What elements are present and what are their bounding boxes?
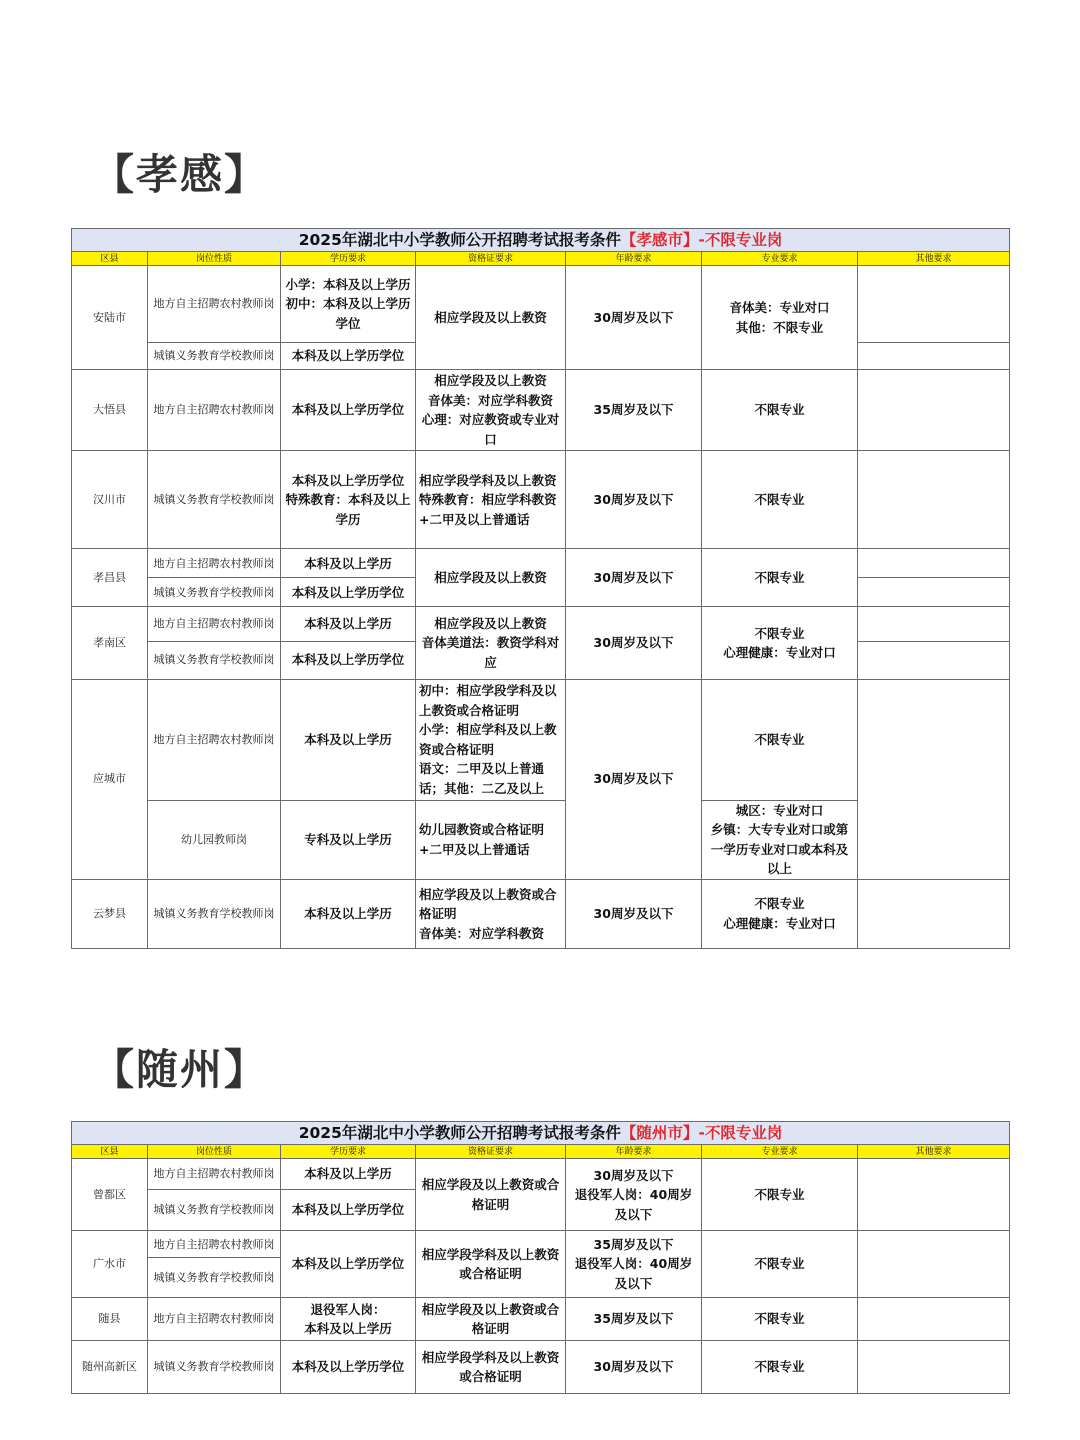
post-cell: 城镇义务教育学校教师岗 — [148, 1258, 281, 1297]
certificate-cell: 初中：相应学段学科及以上教资或合格证明 小学：相应学科及以上教资或合格证明 语文：二甲及以上普通话；其他：二乙及以上 — [416, 679, 566, 800]
major-cell: 不限专业 — [702, 451, 858, 549]
age-cell: 30周岁及以下 — [566, 266, 702, 370]
table-row — [72, 549, 1010, 578]
certificate-cell: 幼儿园教资或合格证明+二甲及以上普通话 — [416, 800, 566, 879]
certificate-cell: 相应学段及以上教资 音体美道法：教资学科对应 — [416, 607, 566, 679]
certificate-cell: 相应学段学科及以上教资或合格证明 — [416, 1341, 566, 1394]
other-cell — [858, 370, 1010, 451]
other-cell — [858, 679, 1010, 879]
major-cell: 城区：专业对口 乡镇：大专专业对口或第一学历专业对口或本科及以上 — [702, 800, 858, 879]
section-heading-xiaogan: 【孝感】 — [92, 150, 269, 199]
major-cell: 不限专业 — [702, 549, 858, 607]
district-cell: 汉川市 — [72, 451, 148, 549]
table-row — [72, 1231, 1010, 1258]
other-cell — [858, 343, 1010, 370]
age-cell: 30周岁及以下 — [566, 549, 702, 607]
certificate-cell: 相应学段及以上教资 音体美：对应学科教资 心理：对应教资或专业对口 — [416, 370, 566, 451]
district-cell: 随州高新区 — [72, 1341, 148, 1394]
age-cell: 30周岁及以下 — [566, 879, 702, 948]
district-cell: 应城市 — [72, 679, 148, 879]
age-cell: 30周岁及以下 — [566, 451, 702, 549]
other-cell — [858, 607, 1010, 641]
post-cell: 城镇义务教育学校教师岗 — [148, 451, 281, 549]
certificate-cell: 相应学段及以上教资或合格证明 音体美：对应学科教资 — [416, 879, 566, 948]
major-cell: 不限专业 — [702, 679, 858, 800]
table-row — [72, 451, 1010, 549]
age-cell: 35周岁及以下 — [566, 1297, 702, 1340]
education-cell: 本科及以上学历 — [281, 607, 416, 641]
post-cell: 幼儿园教师岗 — [148, 800, 281, 879]
post-cell: 地方自主招聘农村教师岗 — [148, 679, 281, 800]
table-row — [72, 1341, 1010, 1394]
education-cell: 本科及以上学历 — [281, 1159, 416, 1189]
certificate-cell: 相应学段及以上教资或合格证明 — [416, 1297, 566, 1340]
other-cell — [858, 1159, 1010, 1231]
other-cell — [858, 578, 1010, 607]
header-district: 区县 — [72, 252, 148, 266]
district-cell: 安陆市 — [72, 266, 148, 370]
post-cell: 城镇义务教育学校教师岗 — [148, 1189, 281, 1230]
header-district: 区县 — [72, 1145, 148, 1159]
header-education: 学历要求 — [281, 252, 416, 266]
district-cell: 大悟县 — [72, 370, 148, 451]
post-cell: 地方自主招聘农村教师岗 — [148, 607, 281, 641]
header-major: 专业要求 — [702, 252, 858, 266]
education-cell: 专科及以上学历 — [281, 800, 416, 879]
age-cell: 35周岁及以下 退役军人岗：40周岁及以下 — [566, 1231, 702, 1298]
major-cell: 不限专业 — [702, 1341, 858, 1394]
age-cell: 30周岁及以下 — [566, 607, 702, 679]
other-cell — [858, 641, 1010, 679]
major-cell: 不限专业 — [702, 370, 858, 451]
education-cell: 本科及以上学历学位 — [281, 1231, 416, 1298]
post-cell: 城镇义务教育学校教师岗 — [148, 343, 281, 370]
post-cell: 地方自主招聘农村教师岗 — [148, 1159, 281, 1189]
major-cell: 不限专业 心理健康：专业对口 — [702, 607, 858, 679]
requirements-table-xiaogan — [71, 228, 1010, 949]
header-certificate: 资格证要求 — [416, 1145, 566, 1159]
post-cell: 地方自主招聘农村教师岗 — [148, 266, 281, 343]
other-cell — [858, 1341, 1010, 1394]
post-cell: 地方自主招聘农村教师岗 — [148, 1297, 281, 1340]
other-cell — [858, 549, 1010, 578]
education-cell: 本科及以上学历学位 — [281, 343, 416, 370]
major-cell: 音体美：专业对口 其他：不限专业 — [702, 266, 858, 370]
header-other: 其他要求 — [858, 252, 1010, 266]
other-cell — [858, 1297, 1010, 1340]
header-age: 年龄要求 — [566, 1145, 702, 1159]
header-post-type: 岗位性质 — [148, 252, 281, 266]
title-text: 2025年湖北中小学教师公开招聘考试报考条件 — [298, 1124, 621, 1143]
education-cell: 本科及以上学历学位 — [281, 578, 416, 607]
major-cell: 不限专业 — [702, 1159, 858, 1231]
district-cell: 云梦县 — [72, 879, 148, 948]
title-text: 2025年湖北中小学教师公开招聘考试报考条件 — [298, 231, 621, 250]
other-cell — [858, 1231, 1010, 1298]
other-cell — [858, 451, 1010, 549]
district-cell: 孝南区 — [72, 607, 148, 679]
education-cell: 本科及以上学历 — [281, 549, 416, 578]
major-cell: 不限专业 — [702, 1231, 858, 1298]
certificate-cell: 相应学段学科及以上教资或合格证明 — [416, 1231, 566, 1298]
education-cell: 本科及以上学历学位 — [281, 641, 416, 679]
table-row — [72, 679, 1010, 800]
table-row — [72, 266, 1010, 343]
post-cell: 城镇义务教育学校教师岗 — [148, 879, 281, 948]
post-cell: 城镇义务教育学校教师岗 — [148, 1341, 281, 1394]
major-cell: 不限专业 心理健康：专业对口 — [702, 879, 858, 948]
age-cell: 30周岁及以下 — [566, 1341, 702, 1394]
certificate-cell: 相应学段及以上教资或合格证明 — [416, 1159, 566, 1231]
district-cell: 曾都区 — [72, 1159, 148, 1231]
table-row — [72, 1159, 1010, 1189]
post-cell: 城镇义务教育学校教师岗 — [148, 578, 281, 607]
certificate-cell: 相应学段及以上教资 — [416, 266, 566, 370]
age-cell: 30周岁及以下 — [566, 679, 702, 879]
education-cell: 本科及以上学历学位 — [281, 1341, 416, 1394]
table-row — [72, 879, 1010, 948]
post-cell: 地方自主招聘农村教师岗 — [148, 549, 281, 578]
header-other: 其他要求 — [858, 1145, 1010, 1159]
district-cell: 随县 — [72, 1297, 148, 1340]
header-age: 年龄要求 — [566, 252, 702, 266]
certificate-cell: 相应学段学科及以上教资 特殊教育：相应学科教资+二甲及以上普通话 — [416, 451, 566, 549]
table-title — [72, 229, 1010, 252]
other-cell — [858, 879, 1010, 948]
education-cell: 本科及以上学历 — [281, 879, 416, 948]
post-cell: 地方自主招聘农村教师岗 — [148, 1231, 281, 1258]
education-cell: 本科及以上学历学位 — [281, 370, 416, 451]
education-cell: 本科及以上学历学位 — [281, 1189, 416, 1230]
header-post-type: 岗位性质 — [148, 1145, 281, 1159]
age-cell: 35周岁及以下 — [566, 370, 702, 451]
requirements-table-suizhou — [71, 1121, 1010, 1394]
education-cell: 退役军人岗： 本科及以上学历 — [281, 1297, 416, 1340]
header-education: 学历要求 — [281, 1145, 416, 1159]
table-row — [72, 370, 1010, 451]
header-certificate: 资格证要求 — [416, 252, 566, 266]
major-cell: 不限专业 — [702, 1297, 858, 1340]
education-cell: 本科及以上学历学位 特殊教育：本科及以上学历 — [281, 451, 416, 549]
post-cell: 城镇义务教育学校教师岗 — [148, 641, 281, 679]
education-cell: 小学：本科及以上学历 初中：本科及以上学历学位 — [281, 266, 416, 343]
table-row — [72, 1297, 1010, 1340]
certificate-cell: 相应学段及以上教资 — [416, 549, 566, 607]
education-cell: 本科及以上学历 — [281, 679, 416, 800]
district-cell: 广水市 — [72, 1231, 148, 1298]
title-city: 【孝感市】 — [620, 231, 699, 250]
age-cell: 30周岁及以下 退役军人岗：40周岁及以下 — [566, 1159, 702, 1231]
table-row — [72, 607, 1010, 641]
title-suffix: -不限专业岗 — [698, 231, 783, 250]
post-cell: 地方自主招聘农村教师岗 — [148, 370, 281, 451]
other-cell — [858, 266, 1010, 343]
table-title — [72, 1122, 1010, 1145]
section-heading-suizhou: 【随州】 — [92, 1045, 269, 1094]
header-major: 专业要求 — [702, 1145, 858, 1159]
title-suffix: -不限专业岗 — [698, 1124, 783, 1143]
title-city: 【随州市】 — [620, 1124, 699, 1143]
district-cell: 孝昌县 — [72, 549, 148, 607]
